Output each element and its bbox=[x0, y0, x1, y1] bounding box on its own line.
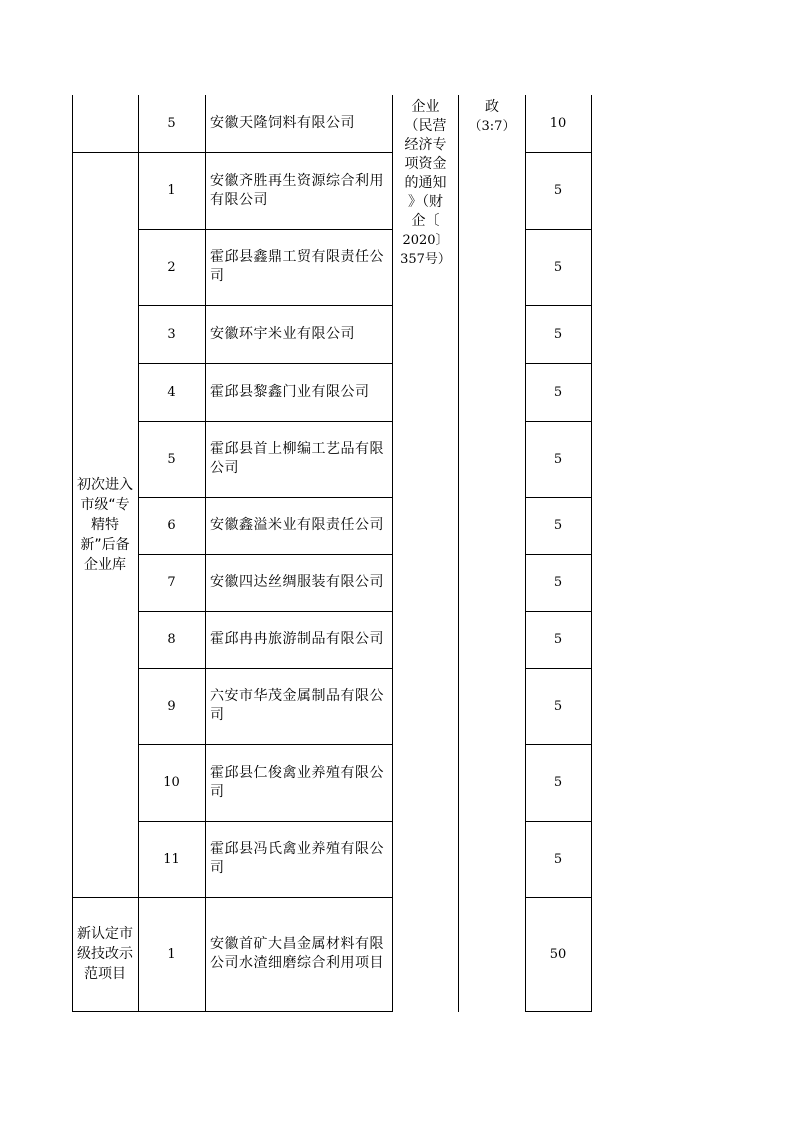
row-number: 9 bbox=[167, 698, 176, 714]
company-name: 霍邱县首上柳编工艺品有限公司 bbox=[210, 441, 384, 476]
funding-basis-text bbox=[393, 98, 458, 269]
col-line bbox=[591, 95, 592, 1012]
company-name: 安徽环宇米业有限公司 bbox=[210, 325, 355, 342]
row-number: 4 bbox=[167, 384, 176, 400]
company-name: 六安市华茂金属制品有限公司 bbox=[210, 688, 384, 723]
category-label: 初次进入市级“专精特新”后备企业库 bbox=[77, 476, 133, 573]
ratio-line: 政 bbox=[485, 99, 499, 115]
amount: 50 bbox=[549, 946, 567, 962]
amount: 5 bbox=[553, 632, 563, 647]
col-line bbox=[458, 95, 459, 1012]
amount: 5 bbox=[553, 183, 563, 198]
company-name: 霍邱县黎鑫门业有限公司 bbox=[210, 383, 370, 400]
amount: 5 bbox=[553, 518, 563, 533]
basis-line: 经济专 bbox=[404, 137, 447, 153]
amount: 5 bbox=[553, 451, 563, 467]
ratio-text bbox=[459, 98, 525, 136]
row-number: 11 bbox=[163, 851, 180, 867]
project-name: 安徽首矿大昌金属材料有限公司水渣细磨综合利用项目 bbox=[210, 936, 384, 971]
row-number: 1 bbox=[167, 946, 176, 962]
company-name: 霍邱县仁俊禽业养殖有限公司 bbox=[210, 764, 384, 800]
amount: 5 bbox=[553, 775, 563, 790]
amount: 5 bbox=[553, 851, 563, 867]
amount: 5 bbox=[553, 384, 563, 400]
table-bottom-line bbox=[72, 1011, 393, 1012]
row-number: 10 bbox=[163, 775, 180, 790]
basis-line: 项资金 bbox=[404, 156, 447, 172]
amount: 10 bbox=[549, 116, 567, 131]
company-name: 安徽天隆饲料有限公司 bbox=[210, 115, 355, 131]
basis-line: 》（财 bbox=[408, 194, 443, 210]
basis-line: 357号） bbox=[400, 252, 451, 267]
amount: 5 bbox=[553, 575, 563, 590]
basis-line: 企〔 bbox=[411, 213, 440, 229]
company-name: 安徽齐胜再生资源综合利用有限公司 bbox=[210, 172, 384, 208]
company-name: 霍邱县鑫鼎工贸有限责任公司 bbox=[210, 249, 384, 284]
company-name: 安徽鑫溢米业有限责任公司 bbox=[210, 517, 384, 533]
row-number: 7 bbox=[167, 575, 176, 590]
row-number: 1 bbox=[167, 183, 176, 198]
ratio-line: （3:7） bbox=[468, 119, 516, 134]
row-number: 3 bbox=[167, 326, 176, 342]
row-number: 6 bbox=[167, 518, 176, 533]
category-label: 新认定市级技改示范项目 bbox=[77, 926, 133, 982]
company-name: 安徽四达丝绸服装有限公司 bbox=[210, 574, 384, 590]
basis-line: 的通知 bbox=[404, 175, 447, 191]
company-name: 霍邱冉冉旅游制品有限公司 bbox=[210, 631, 384, 647]
amount: 5 bbox=[553, 326, 563, 342]
row-number: 8 bbox=[167, 632, 176, 647]
basis-line: 2020〕 bbox=[402, 233, 449, 248]
company-name: 霍邱县冯氏禽业养殖有限公司 bbox=[210, 841, 384, 876]
row-number: 5 bbox=[167, 451, 176, 467]
basis-line: （民营 bbox=[404, 118, 447, 134]
basis-line: 企业 bbox=[411, 99, 440, 115]
table-bottom-line bbox=[525, 1011, 591, 1012]
row-number: 5 bbox=[167, 116, 176, 131]
amount: 5 bbox=[553, 259, 563, 275]
amount: 5 bbox=[553, 698, 563, 714]
row-number: 2 bbox=[167, 259, 176, 275]
